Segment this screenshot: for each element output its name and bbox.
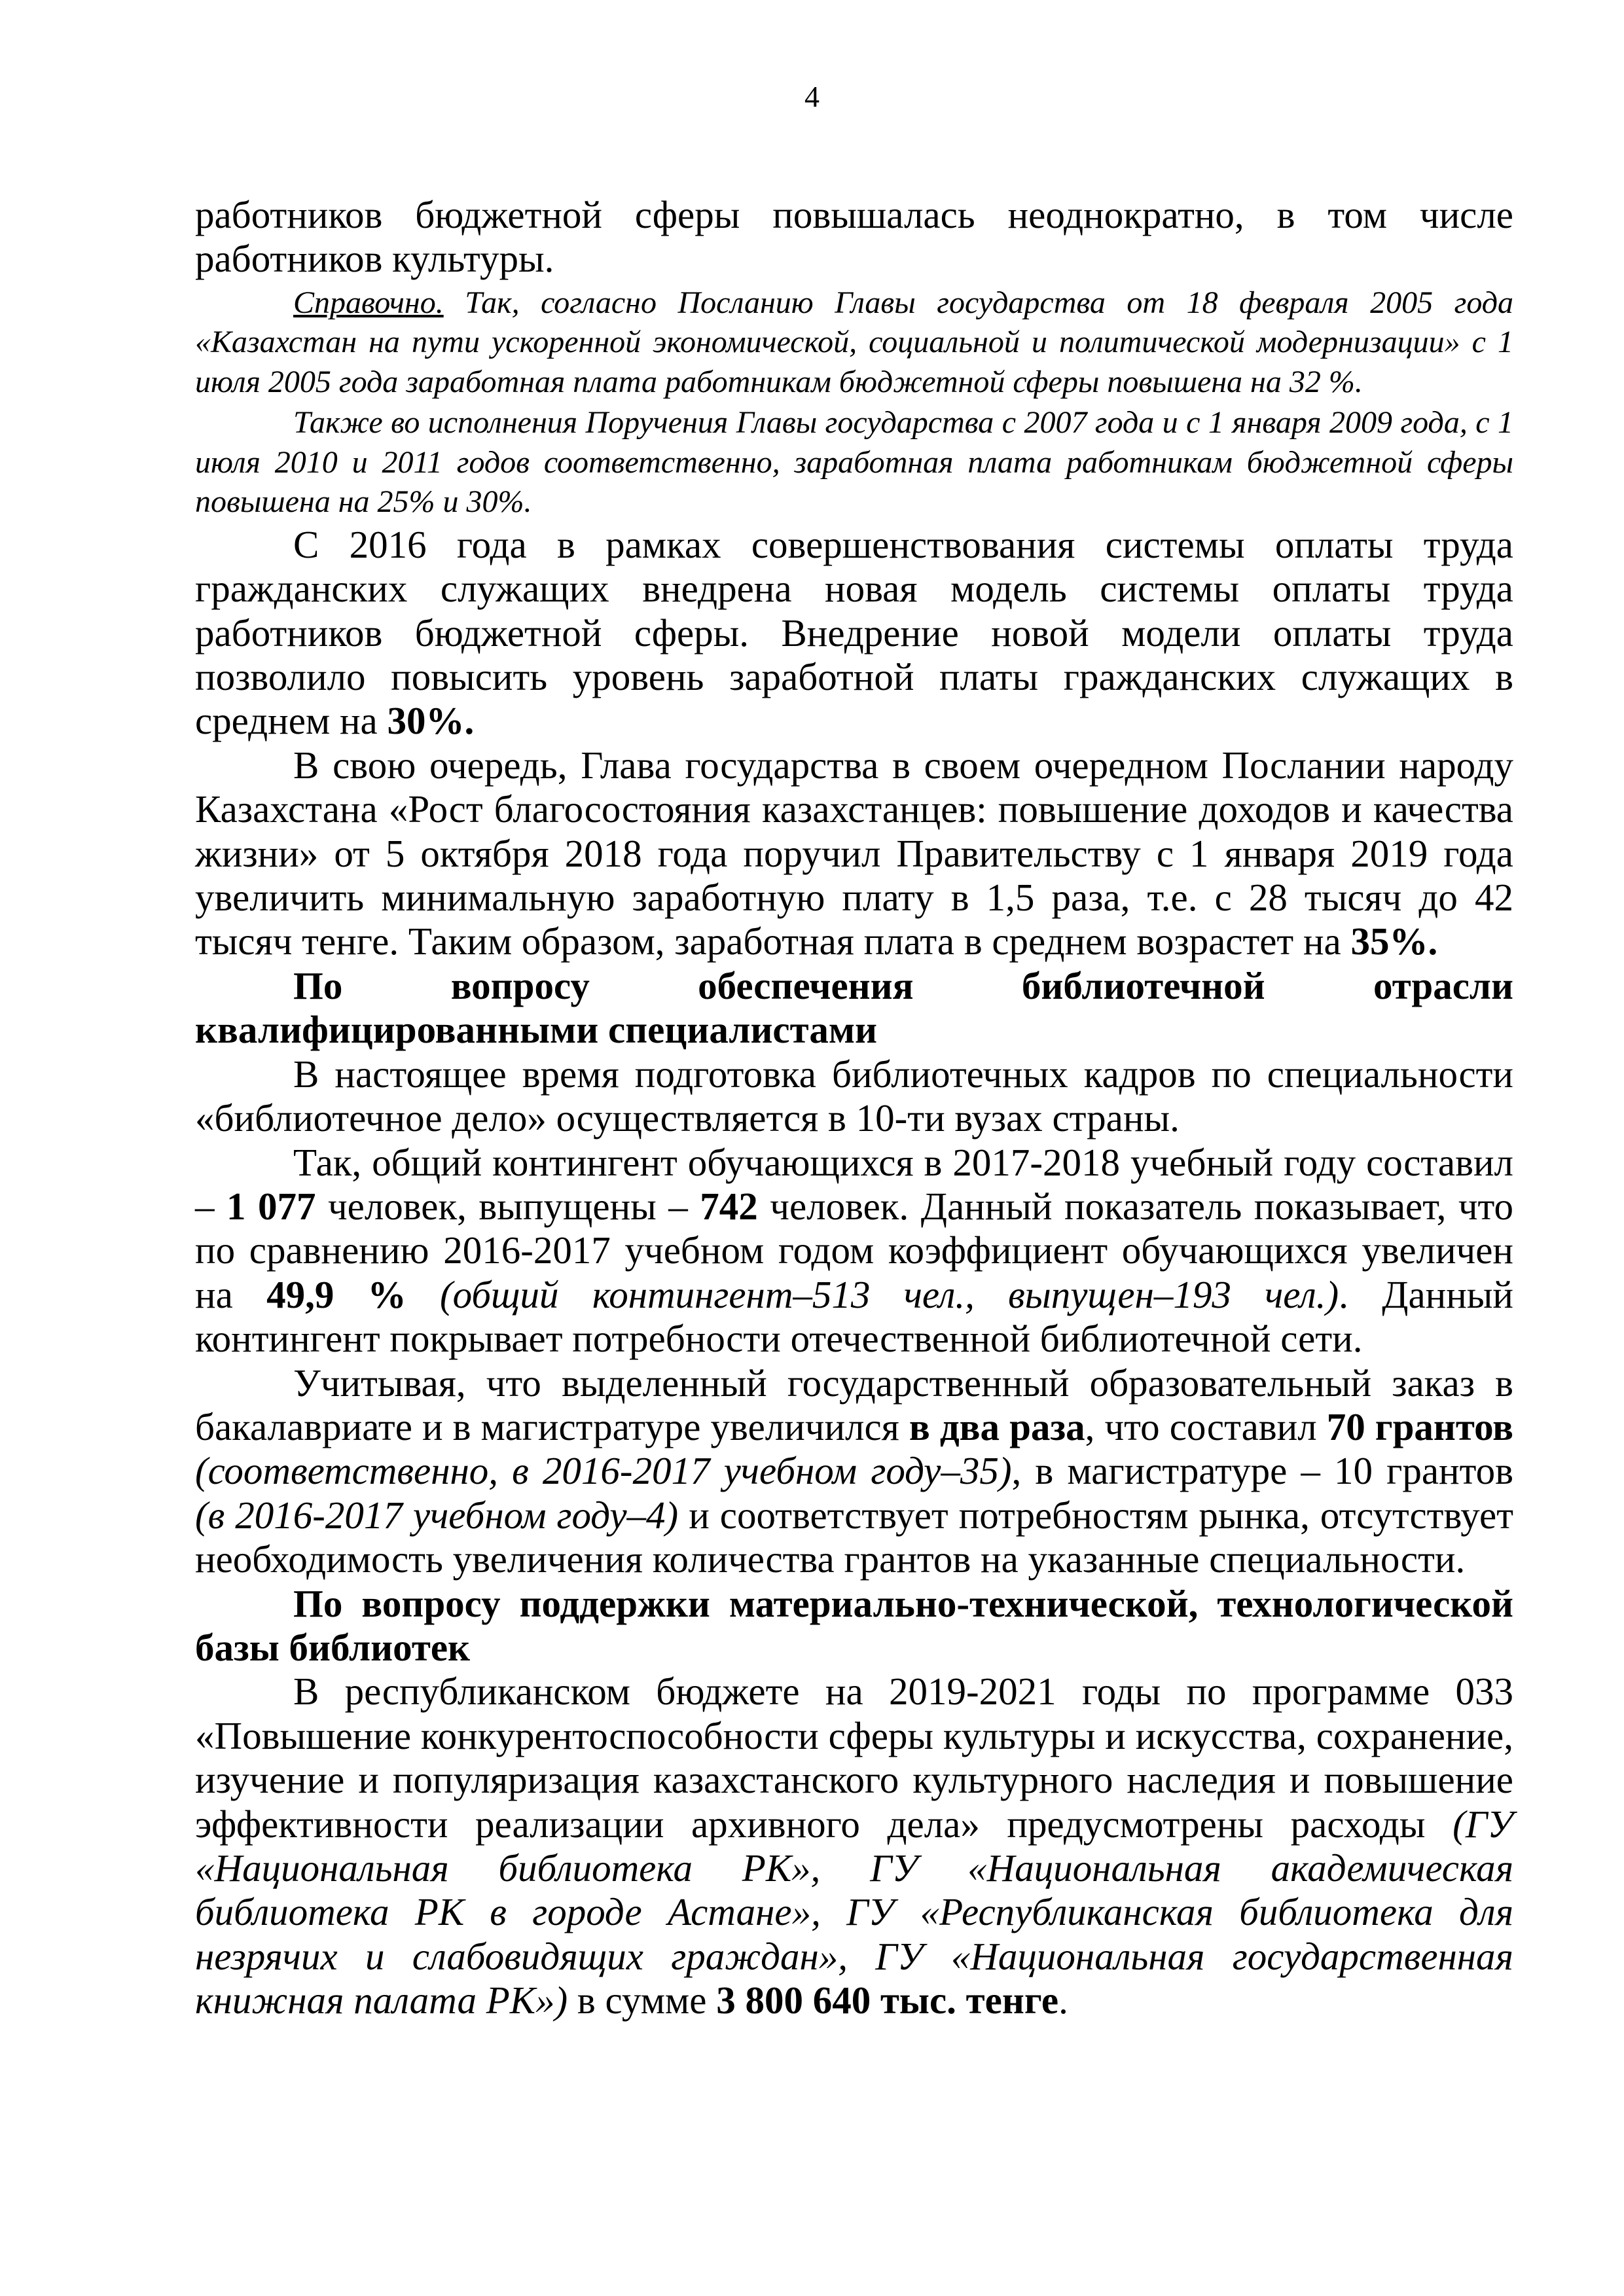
budget-text-e: . <box>1058 1979 1068 2022</box>
graduates-total: 742 <box>700 1184 758 1228</box>
salary-increase-30: 30%. <box>387 699 475 743</box>
grants-doubled: в два раза <box>909 1405 1085 1448</box>
paragraph-salary-model-text: С 2016 года в рамках совершенствования системы оплаты труда гражданских служащих внедрена новая модель системы оплаты труда работников бюджетной сферы. Внедрение новой модели оплаты труда позволило повысить уровень заработной платы гражданских служащих в среднем на <box>195 522 1513 743</box>
budget-text-a: В республиканском бюджете на 2019-2021 годы по программе 033 «Повышение конкурентоспособности сферы культуры и искусства, сохранение, изучение и популяризация казахстанского культурного наследия и повышение эффективности реализации архивного дела» предусмотрены расходы <box>195 1670 1513 1846</box>
paragraph-budget <box>195 1670 1513 2022</box>
budget-institutions-list: (ГУ «Национальная библиотека РК», ГУ «Национальная академическая библиотека РК в городе Астане», ГУ «Республиканская библиотека для незрячих и слабовидящих граждан», ГУ «Национальная государственная книжная палата РК») <box>195 1802 1513 2022</box>
paragraph-contingent <box>195 1141 1513 1361</box>
grants-previous-master: (в 2016-2017 учебном году–4) <box>195 1493 679 1537</box>
growth-percent: 49,9 % <box>266 1272 406 1316</box>
grants-text-i: и соответствует потребностям рынка, отсутствует необходимость увеличения количества грантов на указанные специальности. <box>195 1493 1514 1581</box>
budget-text-c: в сумме <box>568 1979 717 2022</box>
paragraph-grants <box>195 1361 1513 1582</box>
reference-note-2: Также во исполнения Поручения Главы государства с 2007 года и с 1 января 2009 года, с 1 июля 2010 и 2011 годов соответственно, заработная плата работникам бюджетной сферы повышена на 25% и 30%. <box>195 405 1513 520</box>
section-heading-specialists: По вопросу обеспечения библиотечной отрасли квалифицированными специалистами <box>195 963 1513 1052</box>
section-heading-material-base: По вопросу поддержки материально-технической, технологической базы библиотек <box>195 1581 1513 1669</box>
paragraph-salary-model <box>195 523 1513 744</box>
contingent-text-a: Так, общий контингент обучающихся в 2017-2018 учебный году составил – <box>195 1140 1513 1228</box>
contingent-text-e: человек. Данный показатель показывает, что по сравнению 2016-2017 учебном годом коэффициент обучающихся увеличен на <box>195 1184 1514 1316</box>
reference-label: Справочно. <box>293 285 444 320</box>
grants-count: 70 грантов <box>1326 1405 1513 1448</box>
grants-text-g: , в магистратуре – 10 грантов <box>1011 1449 1513 1493</box>
budget-amount: 3 800 640 тыс. тенге <box>716 1979 1059 2022</box>
paragraph-training: В настоящее время подготовка библиотечных кадров по специальности «библиотечное дело» осуществляется в 10-ти вузах страны. <box>195 1052 1513 1140</box>
salary-increase-35: 35%. <box>1350 920 1438 963</box>
paragraph-intro-continuation: работников бюджетной сферы повышалась неоднократно, в том числе работников культуры. <box>195 193 1513 281</box>
contingent-previous-figures: (общий контингент–513 чел., выпущен–193 чел.) <box>439 1272 1339 1316</box>
contingent-text-g <box>406 1273 440 1316</box>
contingent-text-i: . Данный контингент покрывает потребности отечественной библиотечной сети. <box>195 1272 1514 1361</box>
paragraph-president-address <box>195 744 1513 964</box>
grants-text-c: , что составил <box>1085 1405 1327 1448</box>
page-number: 4 <box>804 80 820 113</box>
reference-note-1-text: Так, согласно Посланию Главы государства от 18 февраля 2005 года «Казахстан на пути ускоренной экономической, социальной и политической модернизации» с 1 июля 2005 года заработная плата работникам бюджетной сферы повышена на 32 %. <box>195 285 1513 399</box>
paragraph-president-address-text: В свою очередь, Глава государства в своем очередном Послании народу Казахстана «Рост благосостояния казахстанцев: повышение доходов и качества жизни» от 5 октября 2018 года поручил Правительству с 1 января 2019 года увеличить минимальную заработную плату в 1,5 раза, т.е. с 28 тысяч до 42 тысяч тенге. Таким образом, заработная плата в среднем возрастет на <box>195 743 1513 963</box>
reference-note-1 <box>195 283 1513 403</box>
contingent-text-c: человек, выпущены – <box>316 1184 700 1228</box>
grants-text-a: Учитывая, что выделенный государственный образовательный заказ в бакалавриате и в магистратуре увеличился <box>195 1361 1513 1448</box>
grants-previous-bachelor: (соответственно, в 2016-2017 учебном году–35) <box>195 1449 1012 1493</box>
contingent-total: 1 077 <box>226 1184 316 1228</box>
document-body <box>195 193 1513 2023</box>
